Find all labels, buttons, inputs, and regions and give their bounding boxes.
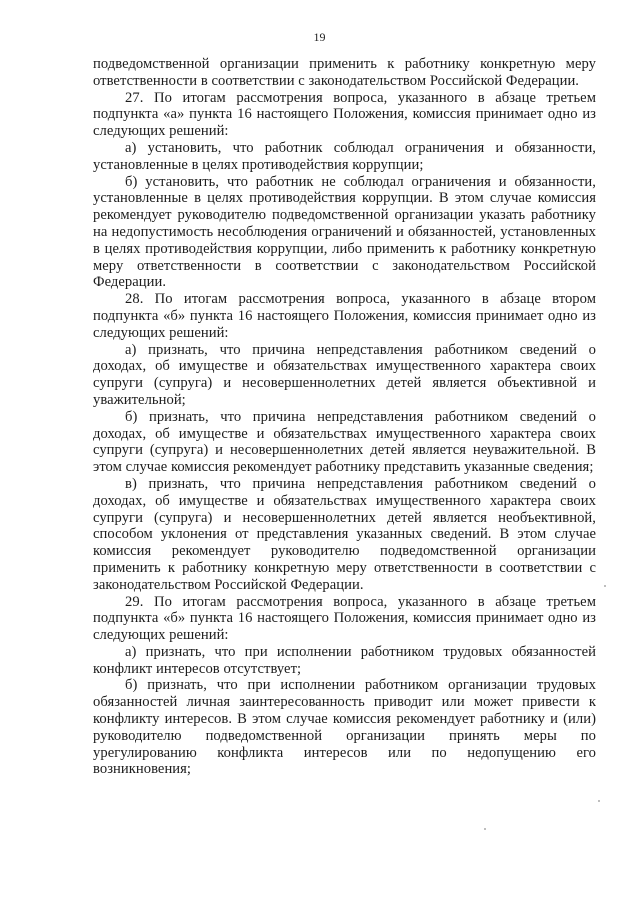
paragraph-27-a: а) установить, что работник соблюдал ограничения и обязанности, установленные в целях противодействия коррупции; xyxy=(93,139,596,173)
document-body xyxy=(93,56,596,778)
paragraph-27: 27. По итогам рассмотрения вопроса, указанного в абзаце третьем подпункта «а» пункта 16 настоящего Положения, комиссия принимает одно из следующих решений: xyxy=(93,89,596,140)
paragraph-28-a: а) признать, что причина непредставления работником сведений о доходах, об имуществе и обязательствах имущественного характера своих супруги (супруга) и несовершеннолетних детей является объективной и уважительной; xyxy=(93,341,596,408)
scan-speck xyxy=(598,800,600,802)
paragraph-28-c: в) признать, что причина непредставления работником сведений о доходах, об имуществе и обязательствах имущественного характера своих супруги (супруга) и несовершеннолетних детей является необъективной, способом уклонения от представления указанных сведений. В этом случае комиссия рекомендует руководителю подведомственной организации применить к работнику конкретную меру ответственности в соответствии с законодательством Российской Федерации. xyxy=(93,475,596,593)
paragraph-29-b: б) признать, что при исполнении работником организации трудовых обязанностей личная заинтересованность приводит или может привести к конфликту интересов. В этом случае комиссия рекомендует работнику и (или) руководителю подведомственной организации принять меры по урегулированию конфликта интересов или по недопущению его возникновения; xyxy=(93,677,596,778)
paragraph-29-a: а) признать, что при исполнении работником трудовых обязанностей конфликт интересов отсутствует; xyxy=(93,643,596,677)
page-number: 19 xyxy=(313,30,326,44)
paragraph-28-b: б) признать, что причина непредставления работником сведений о доходах, об имуществе и обязательствах имущественного характера своих супруги (супруга) и несовершеннолетних детей является неуважительной. В этом случае комиссия рекомендует работнику представить указанные сведения; xyxy=(93,408,596,476)
scan-speck xyxy=(604,585,606,587)
paragraph-28: 28. По итогам рассмотрения вопроса, указанного в абзаце втором подпункта «б» пункта 16 настоящего Положения, комиссия принимает одно из следующих решений: xyxy=(93,291,596,341)
paragraph-29: 29. По итогам рассмотрения вопроса, указанного в абзаце третьем подпункта «б» пункта 16 настоящего Положения, комиссия принимает одно из следующих решений: xyxy=(93,593,596,644)
scan-speck xyxy=(484,828,486,830)
paragraph-continuation: подведомственной организации применить к работнику конкретную меру ответственности в соответствии с законодательством Российской Федерации. xyxy=(93,56,596,89)
paragraph-27-b: б) установить, что работник не соблюдал ограничения и обязанности, установленные в целях противодействия коррупции. В этом случае комиссия рекомендует руководителю подведомственной организации указать работнику на недопустимость несоблюдения ограничений и обязанностей, установленных в целях противодействия коррупции, либо применить к работнику конкретную меру ответственности в соответствии с законодательством Российской Федерации. xyxy=(93,173,596,291)
